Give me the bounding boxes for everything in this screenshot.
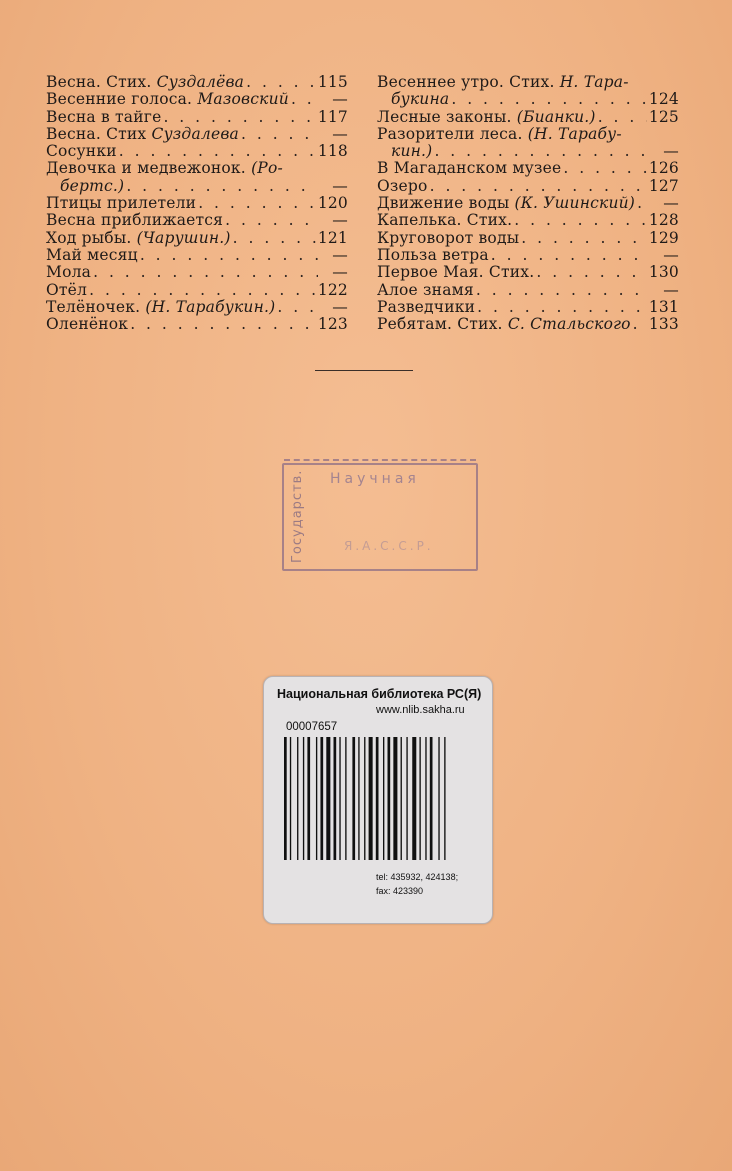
toc-entry-title bbox=[46, 160, 283, 177]
toc-entry-page: 121 bbox=[317, 228, 348, 247]
toc-entry bbox=[46, 109, 348, 126]
library-fax: fax: 423390 bbox=[376, 886, 424, 896]
toc-entry bbox=[46, 74, 348, 91]
toc-entry bbox=[46, 178, 348, 195]
toc-leader-dots bbox=[163, 109, 315, 126]
toc-entry-title bbox=[377, 178, 428, 195]
toc-entry-title bbox=[46, 212, 223, 229]
toc-entry-title bbox=[46, 109, 161, 126]
toc-entry bbox=[46, 282, 348, 299]
toc-left-column bbox=[46, 74, 348, 333]
toc-entry-name: Телёночек. bbox=[46, 297, 146, 316]
toc-entry-name: Отёл bbox=[46, 280, 88, 299]
toc-leader-dots bbox=[119, 143, 316, 160]
toc-entry bbox=[46, 316, 348, 333]
toc-entry-page: — bbox=[332, 263, 348, 282]
toc-entry-author: Суздалёва bbox=[156, 73, 245, 91]
toc-entry bbox=[377, 212, 679, 229]
toc-leader-dots bbox=[233, 230, 316, 247]
toc-leader-dots bbox=[126, 178, 318, 195]
toc-leader-dots bbox=[633, 316, 647, 333]
toc-entry-title bbox=[46, 299, 275, 316]
toc-entry-author: Н. Тара- bbox=[559, 73, 629, 91]
toc-entry-author: Мазовский bbox=[197, 90, 289, 109]
toc-entry-author: (Н. Тарабу- bbox=[527, 124, 622, 143]
toc-entry bbox=[46, 91, 348, 108]
toc-leader-dots bbox=[430, 178, 647, 195]
toc-entry-title bbox=[377, 195, 635, 212]
toc-entry-name: Движение воды bbox=[377, 194, 515, 213]
toc-leader-dots bbox=[140, 247, 318, 264]
toc-entry-title bbox=[377, 264, 534, 281]
toc-entry-author: кин.) bbox=[391, 142, 433, 161]
toc-entry-title bbox=[46, 264, 91, 281]
toc-leader-dots bbox=[491, 247, 649, 264]
toc-leader-dots bbox=[536, 264, 646, 281]
toc-entry-name: Сосунки bbox=[46, 142, 117, 161]
toc-entry bbox=[46, 126, 348, 143]
toc-entry-title bbox=[377, 316, 631, 333]
library-website: www.nlib.sakha.ru bbox=[376, 704, 465, 716]
toc-entry-title bbox=[377, 212, 512, 229]
toc-entry-name: Весна в тайге bbox=[46, 107, 162, 126]
toc-entry-page: — bbox=[663, 194, 679, 213]
toc-entry-page: 128 bbox=[648, 211, 679, 230]
toc-entry-title bbox=[46, 143, 117, 160]
toc-entry bbox=[46, 264, 348, 281]
toc-entry bbox=[377, 195, 679, 212]
toc-leader-dots bbox=[434, 143, 649, 160]
toc-entry-title bbox=[46, 126, 239, 143]
toc-entry-author: С. Стальского bbox=[507, 315, 631, 334]
toc-entry-title bbox=[46, 74, 244, 91]
toc-leader-dots bbox=[93, 264, 318, 281]
toc-leader-dots bbox=[198, 195, 316, 212]
toc-leader-dots bbox=[637, 195, 649, 212]
toc-entry-page: 115 bbox=[317, 73, 348, 91]
toc-entry-page: 124 bbox=[648, 90, 679, 109]
toc-entry-title bbox=[46, 316, 128, 333]
toc-entry-author: (Н. Тарабукин.) bbox=[145, 297, 276, 316]
toc-leader-dots bbox=[514, 212, 647, 229]
toc-entry-page: 117 bbox=[317, 107, 348, 126]
toc-entry bbox=[377, 109, 679, 126]
toc-entry bbox=[46, 212, 348, 229]
toc-entry-page: 120 bbox=[317, 194, 348, 213]
toc-entry bbox=[377, 247, 679, 264]
toc-entry-name: Разведчики bbox=[377, 297, 476, 316]
toc-leader-dots bbox=[476, 282, 649, 299]
toc-entry-title bbox=[377, 126, 622, 143]
toc-entry-name: Алое знамя bbox=[377, 280, 474, 299]
toc-entry-page: 133 bbox=[648, 315, 679, 334]
toc-entry-page: 126 bbox=[648, 159, 679, 178]
stamp-top-line bbox=[284, 459, 476, 461]
toc-entry bbox=[46, 195, 348, 212]
toc-leader-dots bbox=[291, 91, 318, 108]
toc-entry-page: — bbox=[663, 280, 679, 299]
toc-entry-page: 129 bbox=[648, 228, 679, 247]
toc-leader-dots bbox=[477, 299, 647, 316]
toc-entry-name: Разорители леса. bbox=[377, 124, 528, 143]
toc-entry-title bbox=[46, 247, 138, 264]
toc-entry-title bbox=[377, 247, 489, 264]
toc-entry-name: Весна. Стих. bbox=[46, 73, 157, 91]
toc-entry-title bbox=[46, 195, 196, 212]
toc-entry-author: бертс.) bbox=[60, 176, 125, 195]
library-name: Национальная библиотека РС(Я) bbox=[277, 687, 482, 701]
toc-entry-page: — bbox=[332, 211, 348, 230]
toc-entry-name: Капелька. Стих. bbox=[377, 211, 513, 230]
toc-entry-title bbox=[377, 143, 432, 160]
toc-entry-author: (Бианки.) bbox=[516, 107, 596, 126]
toc-entry-name: Мола bbox=[46, 263, 92, 282]
toc-entry-title bbox=[377, 74, 629, 91]
toc-entry-title bbox=[46, 282, 87, 299]
barcode-number: 00007657 bbox=[286, 721, 338, 733]
toc-leader-dots bbox=[246, 74, 316, 91]
toc-entry-name: Ход рыбы. bbox=[46, 228, 137, 247]
toc-entry-page: — bbox=[663, 142, 679, 161]
toc-entry-name: Оленёнок bbox=[46, 315, 129, 334]
toc-entry bbox=[46, 230, 348, 247]
toc-entry-page: 122 bbox=[317, 280, 348, 299]
library-stamp bbox=[282, 463, 478, 571]
toc-entry-name: Круговорот воды bbox=[377, 228, 520, 247]
toc-entry bbox=[46, 299, 348, 316]
toc-entry-page: 130 bbox=[648, 263, 679, 282]
toc-entry-page: 123 bbox=[317, 315, 348, 334]
toc-entry-name: Весна. Стих bbox=[46, 124, 152, 143]
toc-entry-page: — bbox=[663, 245, 679, 264]
toc-leader-dots bbox=[598, 109, 647, 126]
toc-entry-title bbox=[377, 160, 561, 177]
toc-entry-title bbox=[46, 230, 231, 247]
toc-entry bbox=[377, 230, 679, 247]
toc-entry bbox=[377, 178, 679, 195]
stamp-bottom-text: Я.А.С.С.Р. bbox=[344, 539, 434, 553]
barcode-image bbox=[284, 737, 489, 860]
toc-entry-name: В Магаданском музее bbox=[377, 159, 562, 178]
toc-leader-dots bbox=[563, 160, 646, 177]
toc-entry-author: (Ро- bbox=[251, 159, 283, 178]
library-phone: tel: 435932, 424138; bbox=[376, 872, 459, 882]
toc-leader-dots bbox=[451, 91, 646, 108]
stamp-vertical-text: Государств. bbox=[290, 469, 305, 563]
toc-entry bbox=[377, 264, 679, 281]
toc-entry bbox=[46, 143, 348, 160]
toc-entry-author: букина bbox=[391, 90, 450, 109]
toc-entry-title bbox=[377, 91, 449, 108]
toc-entry-page: 118 bbox=[317, 142, 348, 161]
toc-entry-name: Птицы прилетели bbox=[46, 194, 197, 213]
toc-entry-title bbox=[377, 230, 519, 247]
barcode-label bbox=[263, 676, 493, 924]
toc-entry-name: Ребятам. Стих. bbox=[377, 315, 508, 334]
toc-entry-author: (К. Ушинский) bbox=[514, 194, 636, 213]
toc-entry-page: — bbox=[332, 297, 348, 316]
toc-entry bbox=[377, 282, 679, 299]
toc-entry-page: — bbox=[332, 90, 348, 109]
toc-entry-title bbox=[377, 299, 475, 316]
toc-entry bbox=[46, 247, 348, 264]
toc-entry bbox=[377, 316, 679, 333]
toc-entry-title bbox=[46, 178, 124, 195]
toc-entry-name: Весеннее утро. Стих. bbox=[377, 73, 560, 91]
toc-right-column bbox=[377, 74, 679, 333]
toc-leader-dots bbox=[277, 299, 318, 316]
toc-entry-page: — bbox=[332, 245, 348, 264]
stamp-title-text: Научная bbox=[330, 471, 420, 487]
toc-entry bbox=[377, 299, 679, 316]
toc-entry bbox=[46, 160, 348, 177]
toc-leader-dots bbox=[130, 316, 316, 333]
toc-entry-name: Май месяц bbox=[46, 245, 138, 264]
toc-entry-page: — bbox=[332, 176, 348, 195]
toc-entry-author: (Чарушин.) bbox=[136, 228, 231, 247]
toc-entry-page: 127 bbox=[648, 176, 679, 195]
toc-entry bbox=[377, 91, 679, 108]
toc-entry-name: Польза ветра bbox=[377, 245, 489, 264]
toc-entry bbox=[377, 143, 679, 160]
toc-entry-title bbox=[377, 282, 474, 299]
toc-entry-name: Весенние голоса. bbox=[46, 90, 198, 109]
toc-leader-dots bbox=[241, 126, 318, 143]
toc-entry-name: Весна приближается bbox=[46, 211, 224, 230]
toc-entry-page: 131 bbox=[648, 297, 679, 316]
toc-leader-dots bbox=[225, 212, 318, 229]
section-divider bbox=[315, 370, 413, 371]
toc-entry-name: Первое Мая. Стих. bbox=[377, 263, 535, 282]
toc-entry bbox=[377, 160, 679, 177]
toc-entry-title bbox=[46, 91, 289, 108]
toc-entry-page: — bbox=[332, 124, 348, 143]
toc-entry-name: Озеро bbox=[377, 176, 428, 195]
toc-leader-dots bbox=[521, 230, 647, 247]
toc-entry-name: Лесные законы. bbox=[377, 107, 517, 126]
toc-entry-page: 125 bbox=[648, 107, 679, 126]
toc-entry-name: Девочка и медвежонок. bbox=[46, 159, 252, 178]
toc-entry-title bbox=[377, 109, 596, 126]
toc-entry bbox=[377, 74, 679, 91]
toc-entry bbox=[377, 126, 679, 143]
toc-leader-dots bbox=[89, 282, 316, 299]
toc-entry-author: Суздалева bbox=[151, 124, 239, 143]
